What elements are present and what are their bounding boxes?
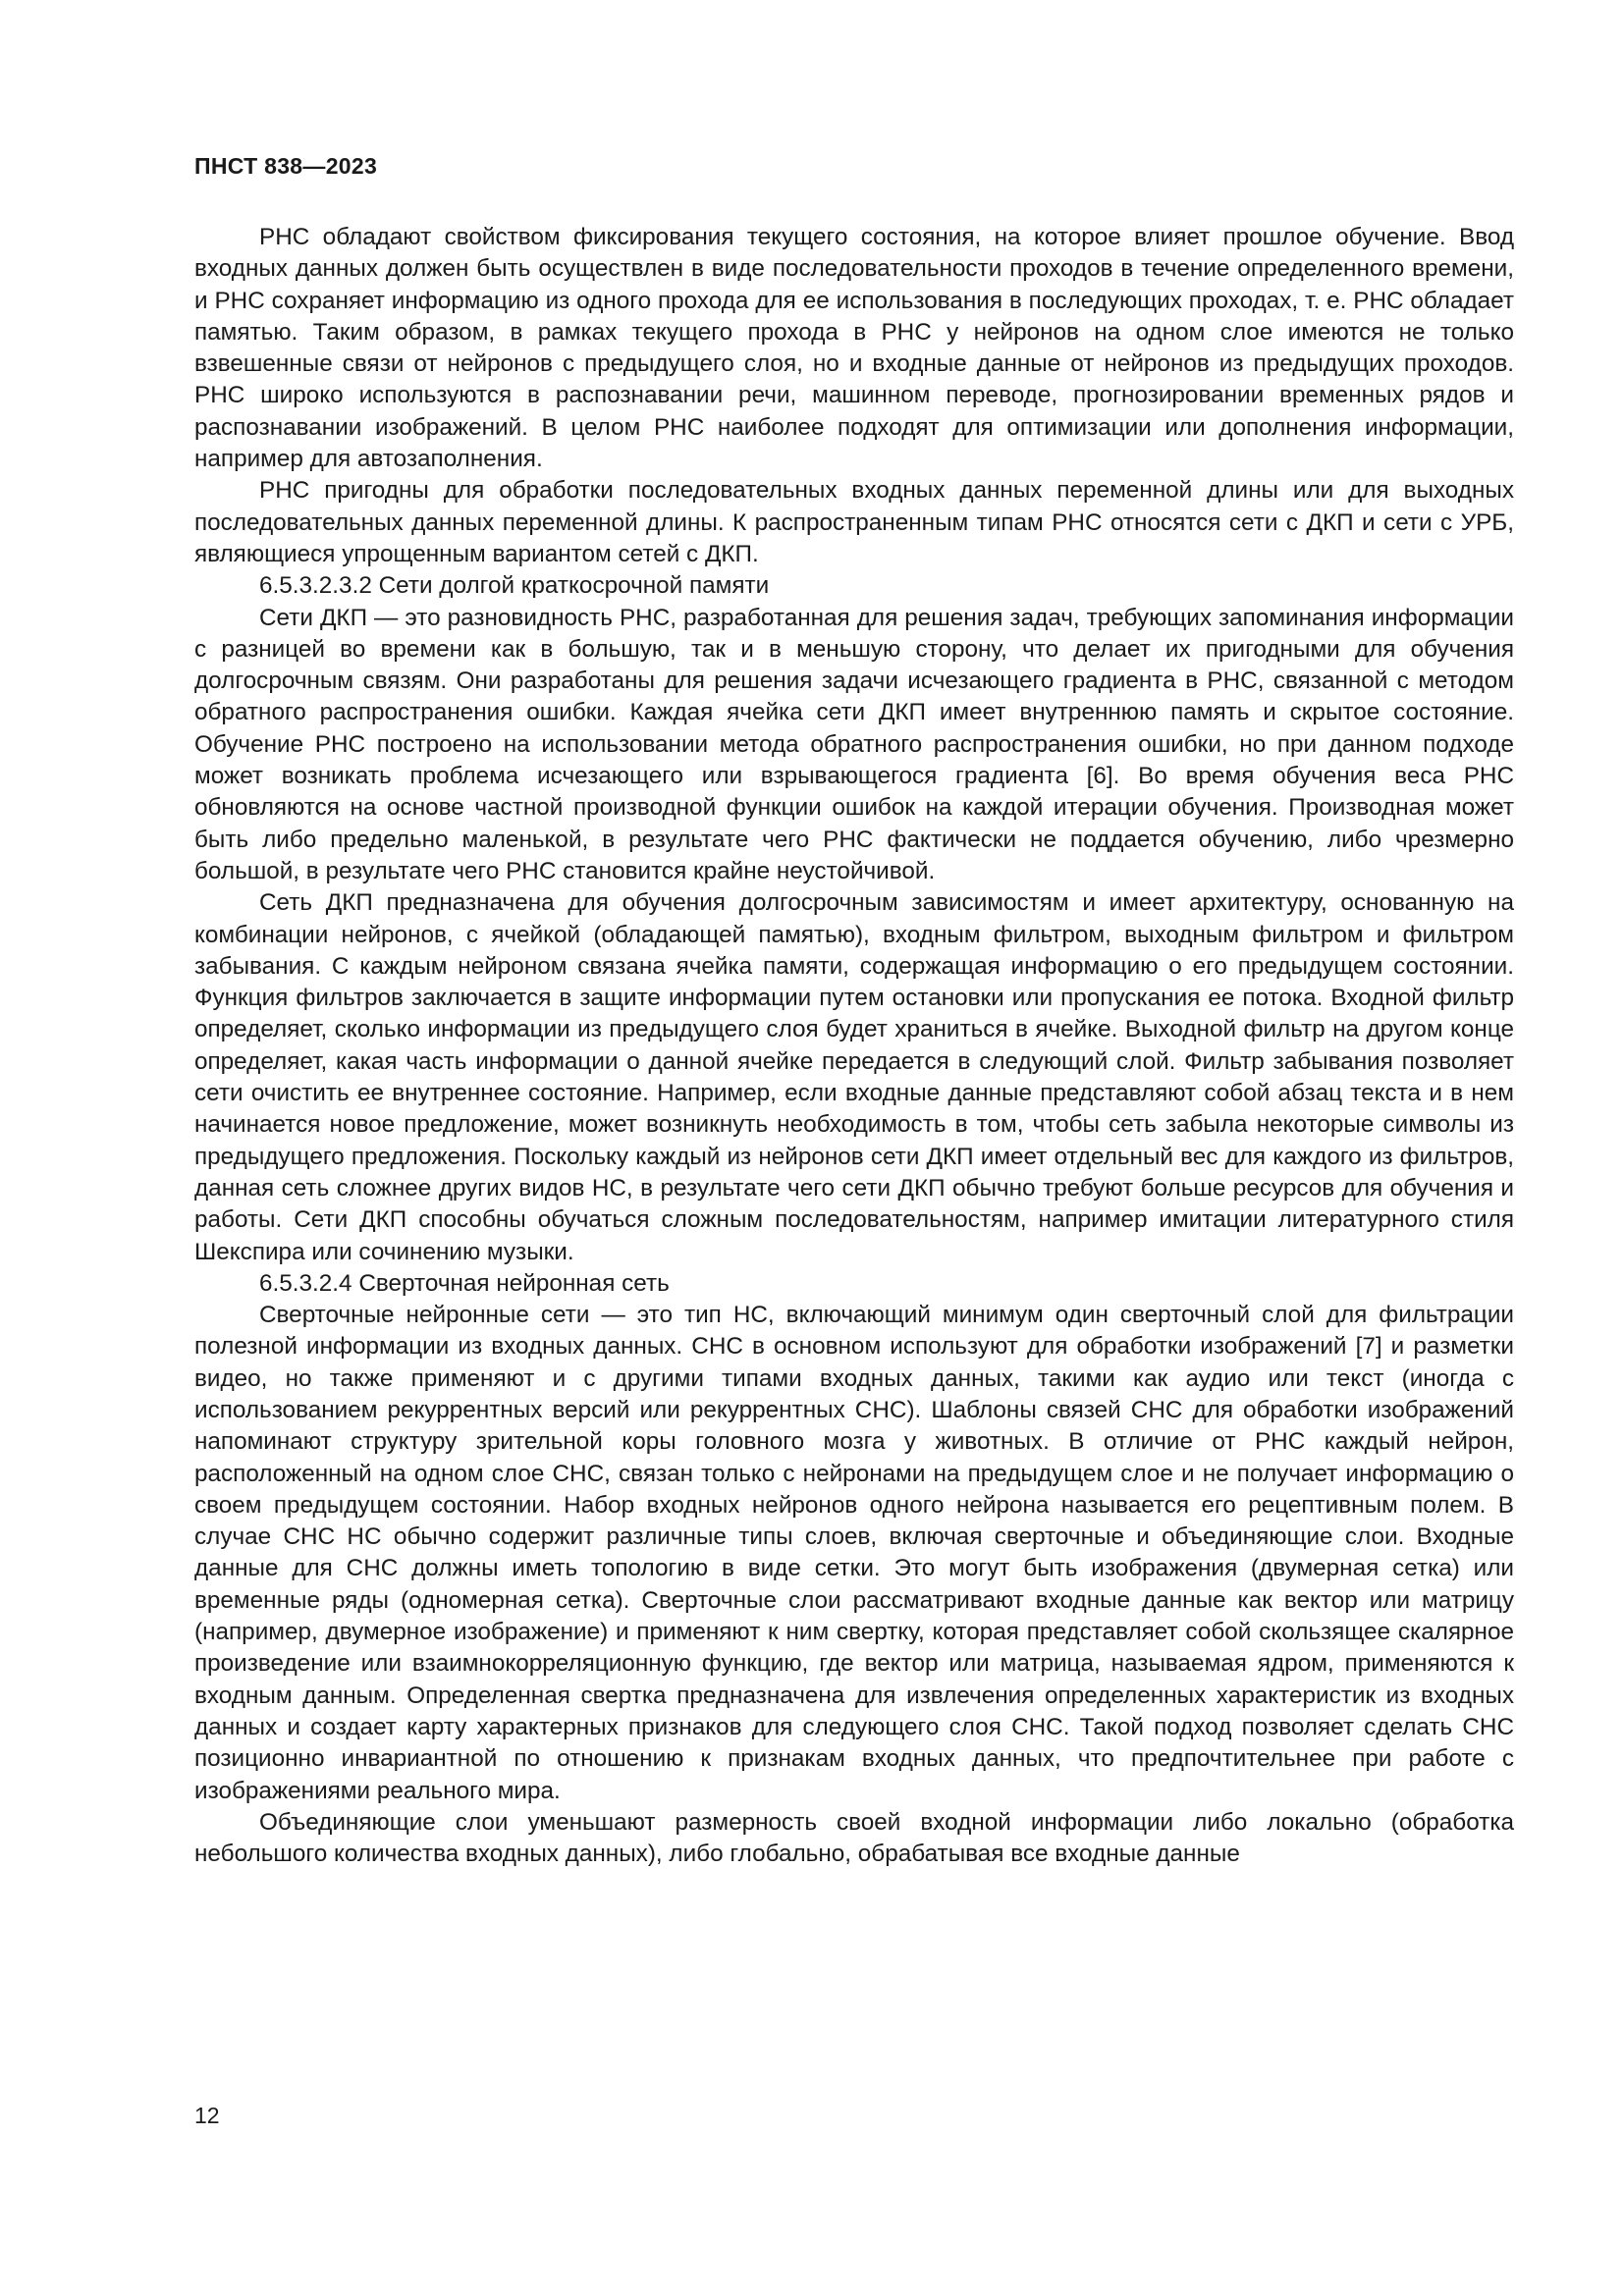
section-heading-lstm: 6.5.3.2.3.2 Сети долгой краткосрочной памяти [259,572,770,600]
paragraph-cnn-intro: Сверточные нейронные сети — это тип НС, включающий минимум один сверточный слой для фильтрации полезной информации из входных данных. СНС в основном используют для обработки изображений [7] и разметки видео, но также применяют и с другими типами входных данных, такими как аудио или текст (иногда с использованием рекуррентных версий или рекуррентных СНС). Шаблоны связей СНС для обработки изображений напоминают структуру зрительной коры головного мозга у животных. В отличие от РНС каждый нейрон, расположенный на одном слое СНС, связан только с нейронами на предыдущем слое и не получает информацию о своем предыдущем состоянии. Набор входных нейронов одного нейрона называется его рецептивным полем. В случае СНС НС обычно содержит различные типы слоев, включая сверточные и объединяющие слои. Входные данные для СНС должны иметь топологию в виде сетки. Это могут быть изображения (двумерная сетка) или временные ряды (одномерная сетка). Сверточные слои рассматривают входные данные как вектор или матрицу (например, двумерное изображение) и применяют к ним свертку, которая представляет собой скользящее скалярное произведение или взаимнокорреляционную функцию, где вектор или матрица, называемая ядром, применяются к входным данным. Определенная свертка предназначена для извлечения определенных характеристик из входных данных и создает карту характерных признаков для следующего слоя СНС. Такой подход позволяет сделать СНС позиционно инвариантной по отношению к признакам входных данных, что предпочтительнее при работе с изображениями реального мира. [194,1302,1514,1804]
paragraph-rnn-state: РНС обладают свойством фиксирования текущего состояния, на которое влияет прошлое обучение. Ввод входных данных должен быть осуществлен в виде последовательности проходов в течение определенного времени, и РНС сохраняет информацию из одного прохода для ее использования в последующих проходах, т. е. РНС обладает памятью. Таким образом, в рамках текущего прохода в РНС у нейронов на одном слое имеются не только взвешенные связи от нейронов с предыдущего слоя, но и входные данные от нейронов из предыдущих проходов. РНС широко используются в распознавании речи, машинном переводе, прогнозировании временных рядов и распознавании изображений. В целом РНС наиболее подходят для оптимизации или дополнения информации, например для автозаполнения. [194,224,1514,473]
paragraph-lstm-architecture: Сеть ДКП предназначена для обучения долгосрочным зависимостям и имеет архитектуру, основанную на комбинации нейронов, с ячейкой (обладающей памятью), входным фильтром, выходным фильтром и фильтром забывания. С каждым нейроном связана ячейка памяти, содержащая информацию о его предыдущем состоянии. Функция фильтров заключается в защите информации путем остановки или пропускания ее потока. Входной фильтр определяет, сколько информации из предыдущего слоя будет храниться в ячейке. Выходной фильтр на другом конце определяет, какая часть информации о данной ячейке передается в следующий слой. Фильтр забывания позволяет сети очистить ее внутреннее состояние. Например, если входные данные представляют собой абзац текста и в нем начинается новое предложение, может возникнуть необходимость в том, чтобы сеть забыла некоторые символы из предыдущего предложения. Поскольку каждый из нейронов сети ДКП имеет отдельный вес для каждого из фильтров, данная сеть сложнее других видов НС, в результате чего сети ДКП обычно требуют больше ресурсов для обучения и работы. Сети ДКП способны обучаться сложным последовательностям, например имитации литературного стиля Шекспира или сочинению музыки. [194,889,1514,1265]
paragraph-rnn-types: РНС пригодны для обработки последовательных входных данных переменной длины или для выходных последовательных данных переменной длины. К распространенным типам РНС относятся сети с ДКП и сети с УРБ, являющиеся упрощенным вариантом сетей с ДКП. [194,477,1514,567]
section-heading-cnn: 6.5.3.2.4 Сверточная нейронная сеть [259,1269,670,1297]
paragraph-lstm-intro: Сети ДКП — это разновидность РНС, разработанная для решения задач, требующих запоминания информации с разницей во времени как в большую, так и в меньшую сторону, что делает их пригодными для обучения долгосрочным связям. Они разработаны для решения задачи исчезающего градиента в РНС, связанной с методом обратного распространения ошибки. Каждая ячейка сети ДКП имеет внутреннюю память и скрытое состояние. Обучение РНС построено на использовании метода обратного распространения ошибки, но при данном подходе может возникать проблема исчезающего или взрывающегося градиента [6]. Во время обучения веса РНС обновляются на основе частной производной функции ошибок на каждой итерации обучения. Производная может быть либо предельно маленькой, в результате чего РНС фактически не поддается обучению, либо чрезмерно большой, в результате чего РНС становится крайне неустойчивой. [194,604,1514,884]
paragraph-pooling-layers: Объединяющие слои уменьшают размерность своей входной информации либо локально (обработка небольшого количества входных данных), либо глобально, обрабатывая все входные данные [194,1808,1514,1868]
page-number: 12 [194,2103,220,2128]
body-text [194,222,1514,1870]
document-code: ПНСТ 838—2023 [194,153,378,179]
